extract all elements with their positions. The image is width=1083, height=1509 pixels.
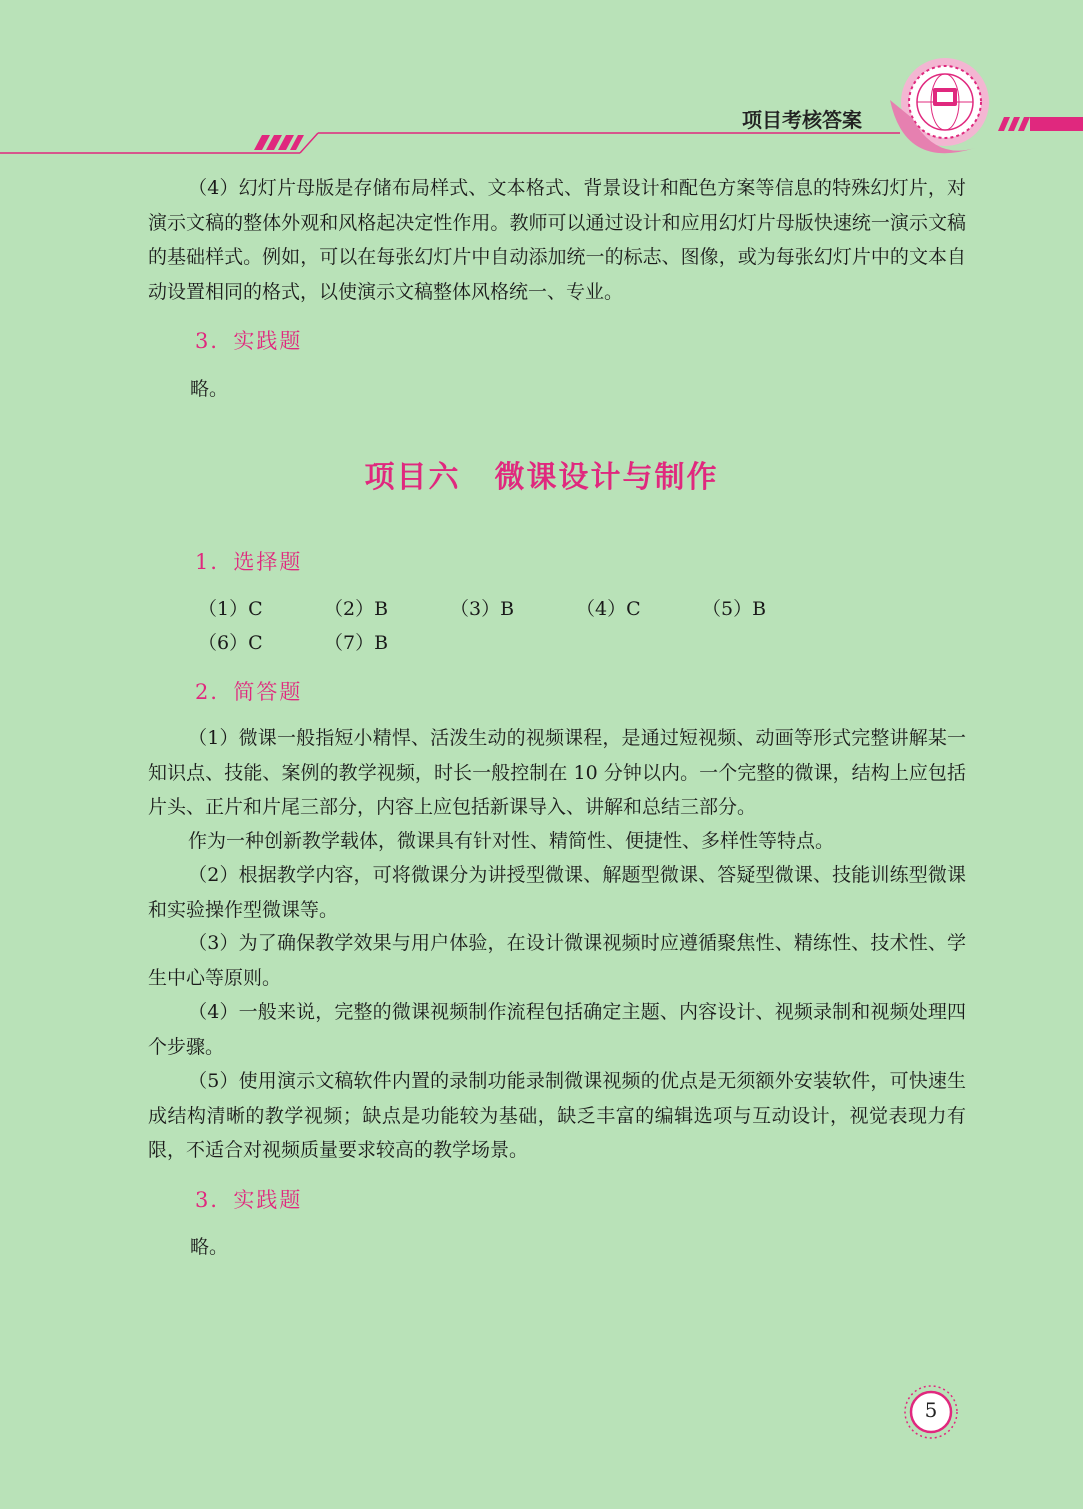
short-answer-heading: 2．简答题 <box>195 680 303 704</box>
practice-answer-prev: 略。 <box>190 378 229 400</box>
header-title: 项目考核答案 <box>742 108 862 132</box>
choice-answer: （4）C <box>576 598 641 620</box>
answer-paragraph-4 <box>148 171 966 309</box>
choice-answer: （5）B <box>702 598 767 620</box>
practice-heading: 3．实践题 <box>195 1188 303 1212</box>
choice-answer: （7）B <box>324 632 389 654</box>
choice-answer: （1）C <box>198 598 263 620</box>
chapter-name: 微课设计与制作 <box>494 460 719 495</box>
header-decoration <box>0 0 1083 170</box>
practice-answer: 略。 <box>190 1236 229 1258</box>
short-answer-3 <box>148 926 966 995</box>
choice-answer: （3）B <box>450 598 515 620</box>
answer-text: （5）使用演示文稿软件内置的录制功能录制微课视频的优点是无须额外安装软件，可快速生成结构清晰的教学视频；缺点是功能较为基础，缺乏丰富的编辑选项与互动设计，视觉表现力有限，不适合对视频质量要求较高的教学场景。 <box>148 1070 966 1161</box>
answer-text: （3）为了确保教学效果与用户体验，在设计微课视频时应遵循聚焦性、精练性、技术性、学生中心等原则。 <box>148 932 966 989</box>
short-answer-4 <box>148 995 966 1064</box>
answer-text: （1）微课一般指短小精悍、活泼生动的视频课程，是通过短视频、动画等形式完整讲解某一知识点、技能、案例的教学视频，时长一般控制在 10 分钟以内。一个完整的微课，结构上应包括片头、正片和片尾三部分，内容上应包括新课导入、讲解和总结三部分。 <box>148 727 966 818</box>
page-number: 5 <box>924 1398 938 1422</box>
chapter-title <box>0 452 1083 496</box>
choice-answer: （6）C <box>198 632 263 654</box>
answer-text: 作为一种创新教学载体，微课具有针对性、精简性、便捷性、多样性等特点。 <box>188 830 835 852</box>
choice-heading: 1．选择题 <box>195 550 303 574</box>
answer-text: （4）幻灯片母版是存储布局样式、文本格式、背景设计和配色方案等信息的特殊幻灯片，对演示文稿的整体外观和风格起决定性作用。教师可以通过设计和应用幻灯片母版快速统一演示文稿的基础样式。例如，可以在每张幻灯片中自动添加统一的标志、图像，或为每张幻灯片中的文本自动设置相同的格式，以使演示文稿整体风格统一、专业。 <box>148 177 966 303</box>
practice-heading-prev: 3．实践题 <box>195 329 303 353</box>
answer-text: （2）根据教学内容，可将微课分为讲授型微课、解题型微课、答疑型微课、技能训练型微课和实验操作型微课等。 <box>148 864 966 921</box>
short-answer-2 <box>148 858 966 927</box>
answer-text: （4）一般来说，完整的微课视频制作流程包括确定主题、内容设计、视频录制和视频处理四个步骤。 <box>148 1001 966 1058</box>
short-answer-5 <box>148 1064 966 1168</box>
choice-answer: （2）B <box>324 598 389 620</box>
page-header <box>0 0 1083 170</box>
chapter-number: 项目六 <box>364 460 461 495</box>
short-answer-1 <box>148 721 966 825</box>
short-answer-1-cont <box>148 824 966 859</box>
